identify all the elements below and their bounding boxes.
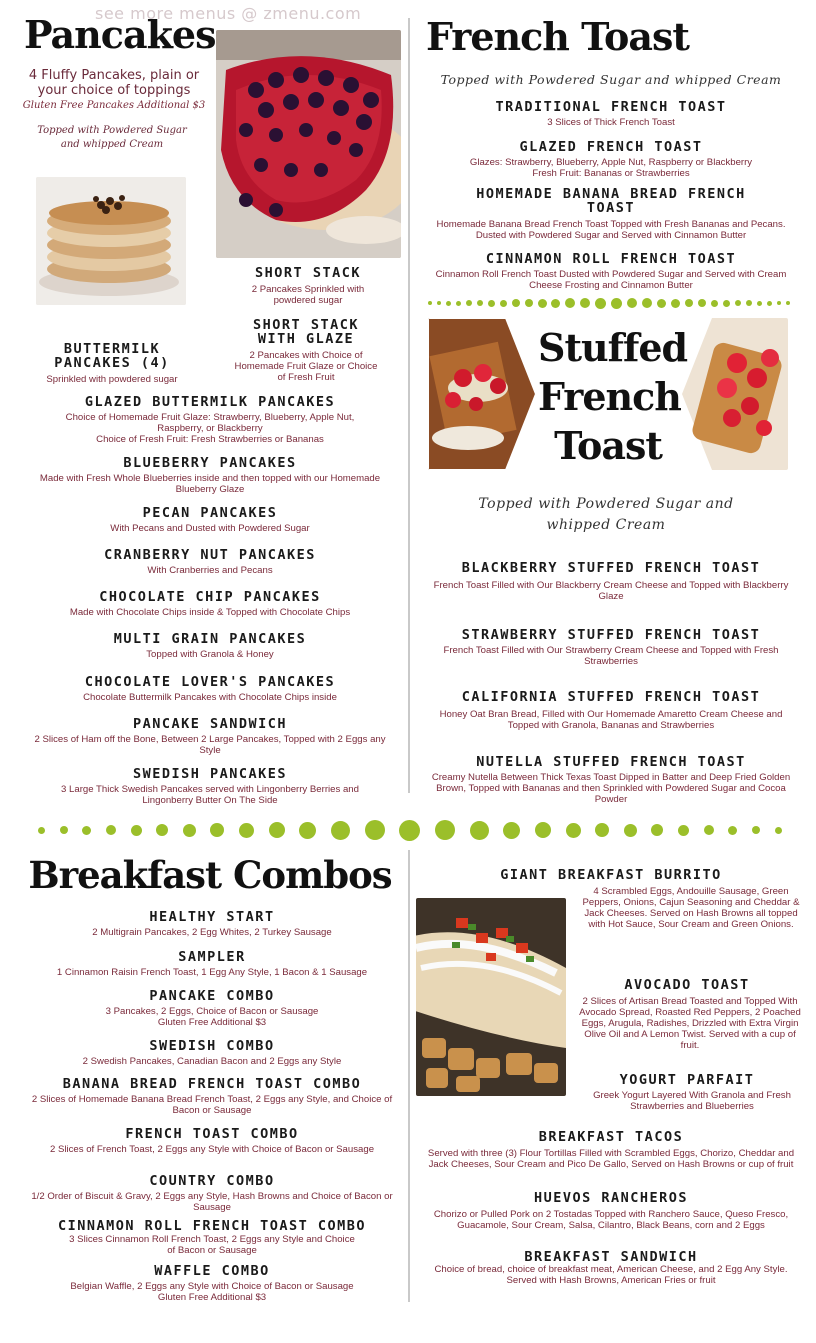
french-toast-heading: French Toast: [426, 14, 689, 59]
chocolate-chip-pancakes-photo: [36, 177, 186, 305]
stuffed-heading-line1: Stuffed: [538, 325, 688, 370]
menu-item-title: SAMPLER: [178, 949, 246, 965]
menu-item-description: Belgian Waffle, 2 Eggs any Style with Choice of Bacon or Sausage Gluten Free Additional $3: [70, 1281, 354, 1303]
menu-item-title: BANANA BREAD FRENCH TOAST COMBO: [62, 1076, 362, 1092]
menu-item-title: GIANT BREAKFAST BURRITO: [500, 867, 722, 883]
blueberry-pancakes-photo: [216, 30, 401, 258]
menu-item-title: SHORT STACK WITH GLAZE: [253, 317, 359, 347]
column-divider-bottom: [408, 850, 410, 1302]
menu-item-title: CALIFORNIA STUFFED FRENCH TOAST: [461, 689, 761, 705]
menu-item-title: CRANBERRY NUT PANCAKES: [104, 547, 316, 563]
menu-item-title: GLAZED BUTTERMILK PANCAKES: [84, 394, 336, 410]
menu-item-description: Chorizo or Pulled Pork on 2 Tostadas Topped with Ranchero Sauce, Queso Fresco, Guacamole, Sour Cream, Salsa, Cilantro, Black Beans, corn and 2 Eggs: [433, 1209, 789, 1231]
menu-item-description: Made with Chocolate Chips inside & Topped with Chocolate Chips: [69, 607, 351, 618]
pancakes-topping-note: Topped with Powdered Sugar and whipped Cream: [37, 125, 187, 150]
menu-item-description: Homemade Banana Bread French Toast Topped with Fresh Bananas and Pecans. Dusted with Powdered Sugar and Served with Cinnamon Butter: [436, 219, 786, 241]
menu-item-description: Sprinkled with powdered sugar: [46, 374, 178, 385]
menu-item-description: Cinnamon Roll French Toast Dusted with Powdered Sugar and Served with Cream Cheese Frosting and Cinnamon Butter: [435, 269, 787, 291]
dotted-divider-small: [428, 297, 790, 309]
menu-item-title: YOGURT PARFAIT: [619, 1072, 755, 1088]
menu-item-description: 2 Swedish Pancakes, Canadian Bacon and 2 Eggs any Style: [82, 1056, 342, 1067]
menu-item-description: 4 Scrambled Eggs, Andouille Sausage, Green Peppers, Onions, Cajun Seasoning and Cheddar & Jack Cheeses. Served on Hash Browns all topped with Hot Sauce, Sour Cream and Green Onions.: [582, 886, 800, 930]
menu-item-title: HOMEMADE BANANA BREAD FRENCH TOAST: [476, 186, 746, 216]
menu-item-description: Chocolate Buttermilk Pancakes with Chocolate Chips inside: [83, 692, 337, 703]
menu-item-title: AVOCADO TOAST: [624, 977, 750, 993]
stuffed-heading-line3: Toast: [554, 423, 662, 468]
menu-item-title: SWEDISH PANCAKES: [132, 766, 288, 782]
menu-item-description: Glazes: Strawberry, Blueberry, Apple Nut, Raspberry or Blackberry Fresh Fruit: Bananas or Strawberries: [469, 157, 753, 179]
menu-item-title: BLACKBERRY STUFFED FRENCH TOAST: [461, 560, 761, 576]
menu-item-description: Served with three (3) Flour Tortillas Filled with Scrambled Eggs, Chorizo, Cheddar and Jack Cheeses, Sour Cream and Pico De Gallo, Served on Hash Browns or cup of fruit: [427, 1148, 795, 1170]
menu-item-description: 1 Cinnamon Raisin French Toast, 1 Egg Any Style, 1 Bacon & 1 Sausage: [56, 967, 368, 978]
menu-item-description: Choice of Homemade Fruit Glaze: Strawberry, Blueberry, Apple Nut, Raspberry, or Blackberry Choice of Fresh Fruit: Fresh Strawberries or Bananas: [65, 412, 355, 445]
menu-item-title: CINNAMON ROLL FRENCH TOAST COMBO: [57, 1218, 367, 1234]
pancakes-gluten-free-note: Gluten Free Pancakes Additional $3: [22, 100, 206, 111]
menu-item-title: BUTTERMILK PANCAKES (4): [54, 341, 170, 371]
pancakes-heading: Pancakes: [24, 12, 216, 57]
menu-item-title: HEALTHY START: [149, 909, 275, 925]
menu-item-title: SHORT STACK: [255, 265, 361, 281]
menu-item-description: With Cranberries and Pecans: [147, 565, 273, 576]
menu-item-title: TRADITIONAL FRENCH TOAST: [495, 99, 727, 115]
menu-item-title: SWEDISH COMBO: [149, 1038, 275, 1054]
menu-item-title: BREAKFAST TACOS: [538, 1129, 684, 1145]
menu-item-description: Topped with Granola & Honey: [146, 649, 274, 660]
menu-item-description: 3 Slices of Thick French Toast: [547, 117, 675, 128]
menu-item-title: WAFFLE COMBO: [154, 1263, 270, 1279]
menu-item-title: PANCAKE COMBO: [149, 988, 275, 1004]
column-divider-top: [408, 18, 410, 793]
menu-item-title: BLUEBERRY PANCAKES: [123, 455, 297, 471]
menu-item-title: BREAKFAST SANDWICH: [524, 1249, 698, 1265]
menu-item-description: Made with Fresh Whole Blueberries inside and then topped with our Homemade Blueberry Glaze: [39, 473, 381, 495]
menu-item-description: 2 Slices of Homemade Banana Bread French Toast, 2 Eggs any Style, and Choice of Bacon or Sausage: [31, 1094, 393, 1116]
menu-item-title: PECAN PANCAKES: [142, 505, 278, 521]
menu-item-description: 2 Multigrain Pancakes, 2 Egg Whites, 2 Turkey Sausage: [92, 927, 332, 938]
menu-item-description: 2 Slices of Artisan Bread Toasted and Topped With Avocado Spread, Roasted Red Peppers, 2 Poached Eggs, Arugula, Radishes, Drizzled with Extra Virgin Olive Oil and A Lemon Twist. Served with a cup of fruit.: [579, 996, 801, 1051]
menu-item-description: 3 Large Thick Swedish Pancakes served with Lingonberry Berries and Lingonberry Butter On The Side: [61, 784, 359, 806]
menu-item-title: GLAZED FRENCH TOAST: [519, 139, 703, 155]
menu-item-description: Honey Oat Bran Bread, Filled with Our Homemade Amaretto Cream Cheese and Topped with Granola, Bananas and Strawberries: [439, 709, 783, 731]
menu-item-description: French Toast Filled with Our Blackberry Cream Cheese and Topped with Blackberry Glaze: [433, 580, 789, 602]
menu-item-title: MULTI GRAIN PANCAKES: [113, 631, 307, 647]
menu-item-title: CHOCOLATE CHIP PANCAKES: [99, 589, 321, 605]
menu-item-description: 2 Slices of French Toast, 2 Eggs any Style with Choice of Bacon or Sausage: [49, 1144, 375, 1155]
menu-item-description: Greek Yogurt Layered With Granola and Fresh Strawberries and Blueberries: [593, 1090, 791, 1112]
menu-item-title: CHOCOLATE LOVER'S PANCAKES: [84, 674, 336, 690]
menu-item-description: 3 Pancakes, 2 Eggs, Choice of Bacon or Sausage Gluten Free Additional $3: [105, 1006, 319, 1028]
stuffed-topping-note: Topped with Powdered Sugar and whipped Cream: [478, 496, 734, 533]
menu-item-description: With Pecans and Dusted with Powdered Sugar: [110, 523, 310, 534]
watermark-text: see more menus @ zmenu.com: [95, 4, 362, 23]
breakfast-burrito-photo: [416, 898, 566, 1096]
menu-item-title: FRENCH TOAST COMBO: [125, 1126, 299, 1142]
stuffed-french-toast-photo-left: [428, 318, 536, 470]
pancakes-subtitle: 4 Fluffy Pancakes, plain or your choice of toppings: [28, 68, 200, 98]
menu-item-description: 2 Pancakes Sprinkled with powdered sugar: [251, 284, 365, 306]
menu-item-title: CINNAMON ROLL FRENCH TOAST: [485, 251, 737, 267]
menu-item-title: HUEVOS RANCHEROS: [533, 1190, 689, 1206]
menu-item-description: 3 Slices Cinnamon Roll French Toast, 2 Eggs any Style and Choice of Bacon or Sausage: [69, 1234, 355, 1256]
menu-item-title: STRAWBERRY STUFFED FRENCH TOAST: [461, 627, 761, 643]
menu-item-title: NUTELLA STUFFED FRENCH TOAST: [476, 754, 746, 770]
menu-item-description: 2 Slices of Ham off the Bone, Between 2 Large Pancakes, Topped with 2 Eggs any Style: [34, 734, 386, 756]
breakfast-combos-heading: Breakfast Combos: [28, 853, 392, 897]
menu-item-title: COUNTRY COMBO: [149, 1173, 275, 1189]
stuffed-french-toast-photo-right: [682, 318, 788, 470]
menu-item-title: PANCAKE SANDWICH: [132, 716, 288, 732]
french-toast-topping-note: Topped with Powdered Sugar and whipped Cream: [440, 72, 782, 87]
menu-item-description: Choice of bread, choice of breakfast meat, American Cheese, and 2 Egg Any Style. Served with Hash Browns, American Fries or fruit: [434, 1264, 788, 1286]
stuffed-heading-line2: French: [538, 374, 681, 419]
dotted-divider-large: [38, 818, 782, 842]
menu-item-description: French Toast Filled with Our Strawberry Cream Cheese and Topped with Fresh Strawberries: [443, 645, 779, 667]
menu-item-description: 2 Pancakes with Choice of Homemade Fruit Glaze or Choice of Fresh Fruit: [234, 350, 378, 383]
menu-item-description: 1/2 Order of Biscuit & Gravy, 2 Eggs any Style, Hash Browns and Choice of Bacon or Sausage: [31, 1191, 393, 1213]
menu-item-description: Creamy Nutella Between Thick Texas Toast Dipped in Batter and Deep Fried Golden Brown, Topped with Bananas and then Sprinkled with Powdered Sugar and Cocoa Powder: [431, 772, 791, 805]
